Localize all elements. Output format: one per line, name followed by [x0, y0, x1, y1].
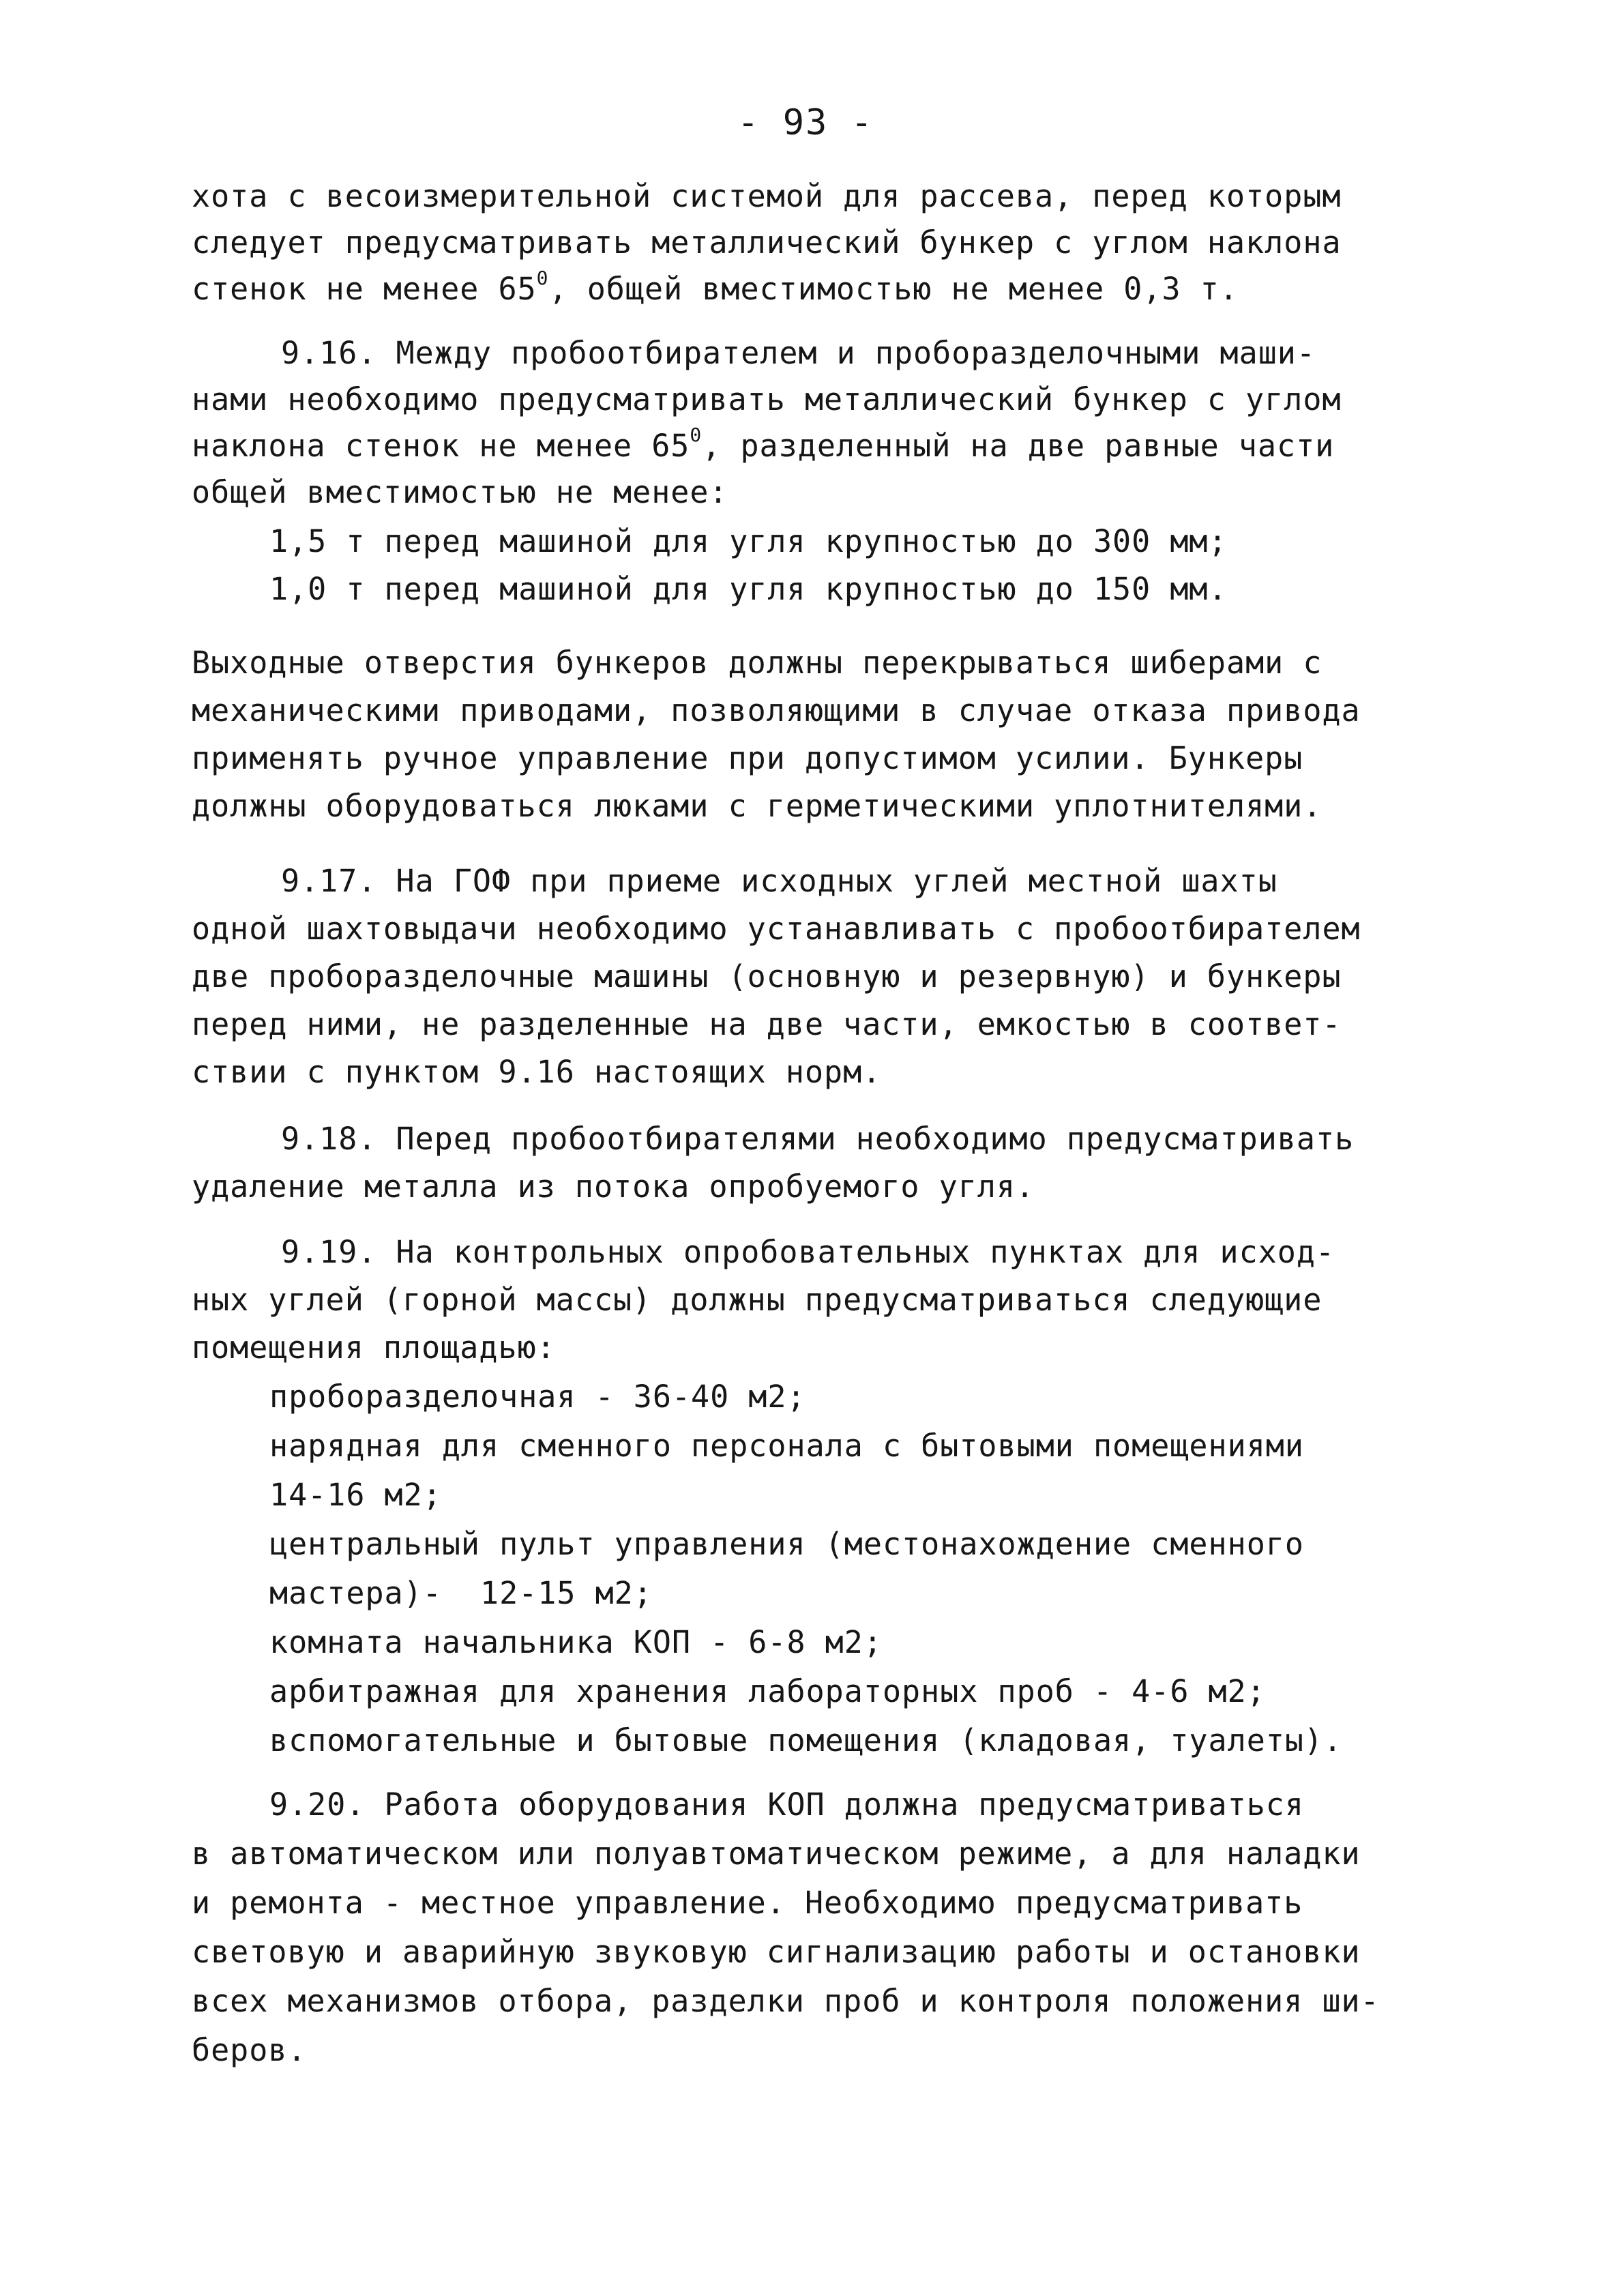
line-text-after: , разделенный на две равные части [702, 428, 1335, 464]
text-line: и ремонта - местное управление. Необходимо предусматривать [192, 1885, 1303, 1921]
text-line: световую и аварийную звуковую сигнализацию работы и остановки [192, 1934, 1361, 1970]
list-line: 1,0 т перед машиной для угля крупностью до 150 мм. [269, 571, 1228, 607]
list-line: нарядная для сменного персонала с бытовыми помещениями [269, 1428, 1304, 1464]
list-line: проборазделочная - 36-40 м2; [269, 1379, 806, 1415]
text-line: две проборазделочные машины (основную и резервную) и бункеры [192, 958, 1342, 995]
text-line: одной шахтовыдачи необходимо устанавливать с пробоотбирателем [192, 911, 1361, 947]
list-line: арбитражная для хранения лабораторных проб - 4-6 м2; [269, 1673, 1266, 1709]
list-line: комната начальника КОП - 6-8 м2; [269, 1624, 883, 1660]
paragraph-9-19-line: 9.19. На контрольных опробовательных пунктах для исход- [281, 1234, 1335, 1270]
text-line: беров. [192, 2032, 307, 2068]
text-line: применять ручное управление при допустимом усилии. Бункеры [192, 740, 1303, 776]
text-line: в автоматическом или полуавтоматическом режиме, а для наладки [192, 1836, 1361, 1872]
text-line: ных углей (горной массы) должны предусматриваться следующие [192, 1282, 1322, 1318]
degree-superscript: 0 [536, 267, 549, 289]
line-text: наклона стенок не менее 65 [192, 428, 690, 464]
degree-superscript: 0 [690, 424, 703, 446]
list-line: 1,5 т перед машиной для угля крупностью до 300 мм; [269, 523, 1228, 559]
text-line: должны оборудоваться люками с герметическими уплотнителями. [192, 788, 1322, 824]
line-text: стенок не менее 65 [192, 271, 537, 307]
text-line: нами необходимо предусматривать металлический бункер с углом [192, 381, 1342, 417]
paragraph-9-18-line: 9.18. Перед пробоотбирателями необходимо предусматривать [281, 1121, 1355, 1157]
page-number: - 93 - [737, 102, 874, 143]
text-line: ствии с пунктом 9.16 настоящих норм. [192, 1054, 882, 1090]
text-line: помещения площадью: [192, 1329, 556, 1366]
text-line: хота с весоизмерительной системой для рассева, перед которым [192, 178, 1342, 214]
list-line: мастера)- 12-15 м2; [269, 1575, 653, 1611]
paragraph-9-16-line: 9.16. Между пробоотбирателем и проборазделочными маши- [281, 335, 1316, 371]
text-line [192, 269, 1239, 310]
paragraph-9-20-line: 9.20. Работа оборудования КОП должна предусматриваться [269, 1786, 1304, 1823]
text-line: всех механизмов отбора, разделки проб и контроля положения ши- [192, 1983, 1380, 2019]
paragraph-9-17-line: 9.17. На ГОФ при приеме исходных углей местной шахты [281, 863, 1277, 899]
list-line: центральный пульт управления (местонахождение сменного [269, 1526, 1304, 1562]
list-line: вспомогательные и бытовые помещения (кладовая, туалеты). [269, 1722, 1343, 1758]
text-line [192, 426, 1334, 467]
line-text-after: , общей вместимостью не менее 0,3 т. [548, 271, 1239, 307]
text-line: следует предусматривать металлический бункер с углом наклона [192, 224, 1342, 261]
text-line: общей вместимостью не менее: [192, 474, 728, 510]
list-line: 14-16 м2; [269, 1477, 442, 1513]
text-line: перед ними, не разделенные на две части, емкостью в соответ- [192, 1006, 1342, 1042]
text-line: Выходные отверстия бункеров должны перекрываться шиберами с [192, 645, 1322, 681]
text-line: удаление металла из потока опробуемого угля. [192, 1168, 1035, 1205]
text-line: механическими приводами, позволяющими в случае отказа привода [192, 692, 1361, 728]
